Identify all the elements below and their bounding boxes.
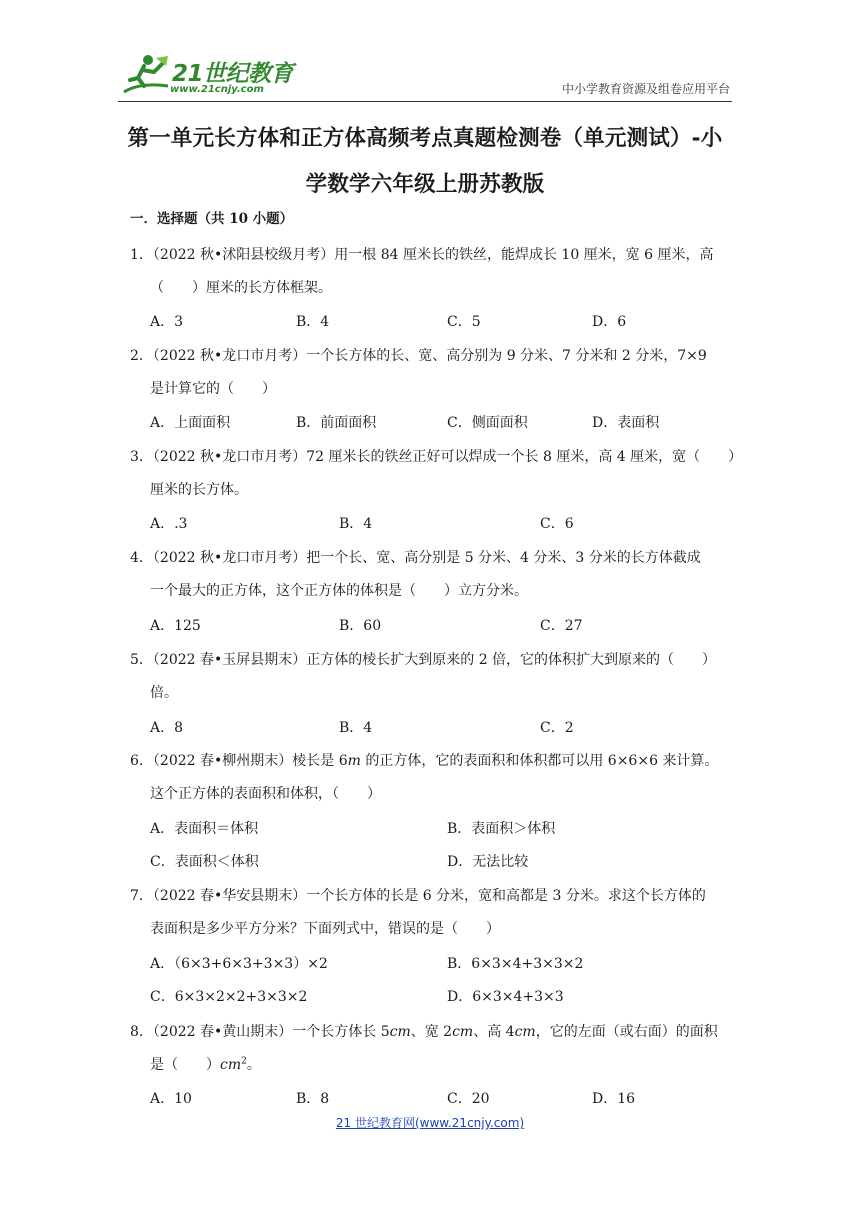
- option[interactable]: B．6×3×4+3×3×2: [447, 956, 584, 972]
- option[interactable]: A．（6×3+6×3+3×3）×2: [150, 956, 328, 972]
- option[interactable]: A．8: [150, 720, 184, 736]
- question-text-part: ，它的左面（或右面）的面积: [535, 1024, 718, 1040]
- question-text: 厘米的长方体。: [150, 482, 248, 498]
- option[interactable]: C．27: [540, 618, 583, 634]
- title-line-1: 第一单元长方体和正方体高频考点真题检测卷（单元测试）-小: [127, 126, 723, 151]
- question-text: [130, 1021, 718, 1041]
- option[interactable]: D．6: [592, 314, 627, 330]
- question-text: [150, 1054, 261, 1074]
- question-text: 2．（2022 秋•龙口市月考）一个长方体的长、宽、高分别为 9 分米、7 分米和 2 分米，7×9: [130, 348, 707, 364]
- option[interactable]: C．6: [540, 516, 574, 532]
- question-text: 3．（2022 秋•龙口市月考）72 厘米长的铁丝正好可以焊成一个长 8 厘米，高 4 厘米，宽（ ）: [130, 449, 743, 465]
- unit-exponent: 2: [241, 1056, 247, 1067]
- title-line-2: 学数学六年级上册苏教版: [305, 172, 545, 197]
- document-title: [118, 116, 732, 208]
- option[interactable]: A．125: [150, 618, 201, 634]
- option[interactable]: D．无法比较: [447, 854, 529, 870]
- section-heading: 一．选择题（共 10 小题）: [130, 211, 294, 227]
- option[interactable]: D．6×3×4+3×3: [447, 989, 564, 1005]
- header-divider: [118, 101, 732, 102]
- unit-label: cm: [514, 1024, 536, 1040]
- option[interactable]: A．上面面积: [150, 415, 231, 431]
- option[interactable]: B．前面面积: [296, 415, 377, 431]
- question-text: 倍。: [150, 685, 178, 701]
- option[interactable]: B．4: [339, 720, 373, 736]
- question-text-part: 的正方体，它的表面积和体积都可以用 6×6×6 来计算。: [360, 753, 719, 769]
- question-text-part: 。: [246, 1057, 261, 1073]
- question-text-part: 8．（2022 春•黄山期末）一个长方体长 5: [130, 1024, 390, 1040]
- logo: [118, 52, 294, 102]
- logo-url: www.21cnjy.com: [170, 84, 264, 95]
- option[interactable]: D．表面积: [592, 415, 660, 431]
- option[interactable]: B．表面积＞体积: [447, 821, 556, 837]
- platform-label: 中小学教育资源及组卷应用平台: [561, 82, 730, 96]
- question-text: 1．（2022 秋•沭阳县校级月考）用一根 84 厘米长的铁丝，能焊成长 10 厘米，宽 6 厘米，高: [130, 247, 714, 263]
- runner-logo-icon: [118, 52, 172, 98]
- option[interactable]: B．60: [339, 618, 382, 634]
- option[interactable]: A．3: [150, 314, 184, 330]
- option[interactable]: A．表面积＝体积: [150, 821, 259, 837]
- question-text: 4．（2022 秋•龙口市月考）把一个长、宽、高分别是 5 分米、4 分米、3 分米的长方体截成: [130, 550, 701, 566]
- question-text-part: 是（ ）: [150, 1057, 220, 1073]
- question-text: 这个正方体的表面积和体积，（ ）: [150, 786, 381, 802]
- option[interactable]: B．4: [339, 516, 373, 532]
- question-text: （ ）厘米的长方体框架。: [150, 280, 332, 296]
- option[interactable]: A．.3: [150, 516, 188, 532]
- unit-label: cm: [452, 1024, 474, 1040]
- option[interactable]: C．2: [540, 720, 574, 736]
- question-text: 表面积是多少平方分米？下面列式中，错误的是（ ）: [150, 921, 500, 937]
- question-text: [130, 750, 718, 770]
- question-text: 5．（2022 春•玉屏县期末）正方体的棱长扩大到原来的 2 倍，它的体积扩大到原来的（ ）: [130, 652, 717, 668]
- option[interactable]: C．表面积＜体积: [150, 854, 259, 870]
- question-text-part: 、宽 2: [410, 1024, 453, 1040]
- unit-label: cm: [220, 1057, 242, 1073]
- option[interactable]: B．4: [296, 314, 330, 330]
- option[interactable]: C．6×3×2×2+3×3×2: [150, 989, 308, 1005]
- question-text: 7．（2022 春•华安县期末）一个长方体的长是 6 分米，宽和高都是 3 分米。求这个长方体的: [130, 888, 706, 904]
- question-text: 一个最大的正方体，这个正方体的体积是（ ）立方分米。: [150, 583, 528, 599]
- page-header: [0, 0, 860, 108]
- question-text-part: 、高 4: [473, 1024, 515, 1040]
- footer-link[interactable]: 21 世纪教育网(www.21cnjy.com): [335, 1116, 525, 1130]
- option[interactable]: C．5: [447, 314, 481, 330]
- unit-label: cm: [389, 1024, 411, 1040]
- question-text-part: 6．（2022 春•柳州期末）棱长是 6: [130, 753, 348, 769]
- question-text: 是计算它的（ ）: [150, 381, 276, 397]
- option[interactable]: B．8: [296, 1091, 330, 1107]
- option[interactable]: D．16: [592, 1091, 636, 1107]
- unit-label: m: [347, 753, 361, 769]
- option[interactable]: C．侧面面积: [447, 415, 528, 431]
- option[interactable]: A．10: [150, 1091, 192, 1107]
- option[interactable]: C．20: [447, 1091, 490, 1107]
- logo-text: 21世纪教育: [172, 61, 294, 87]
